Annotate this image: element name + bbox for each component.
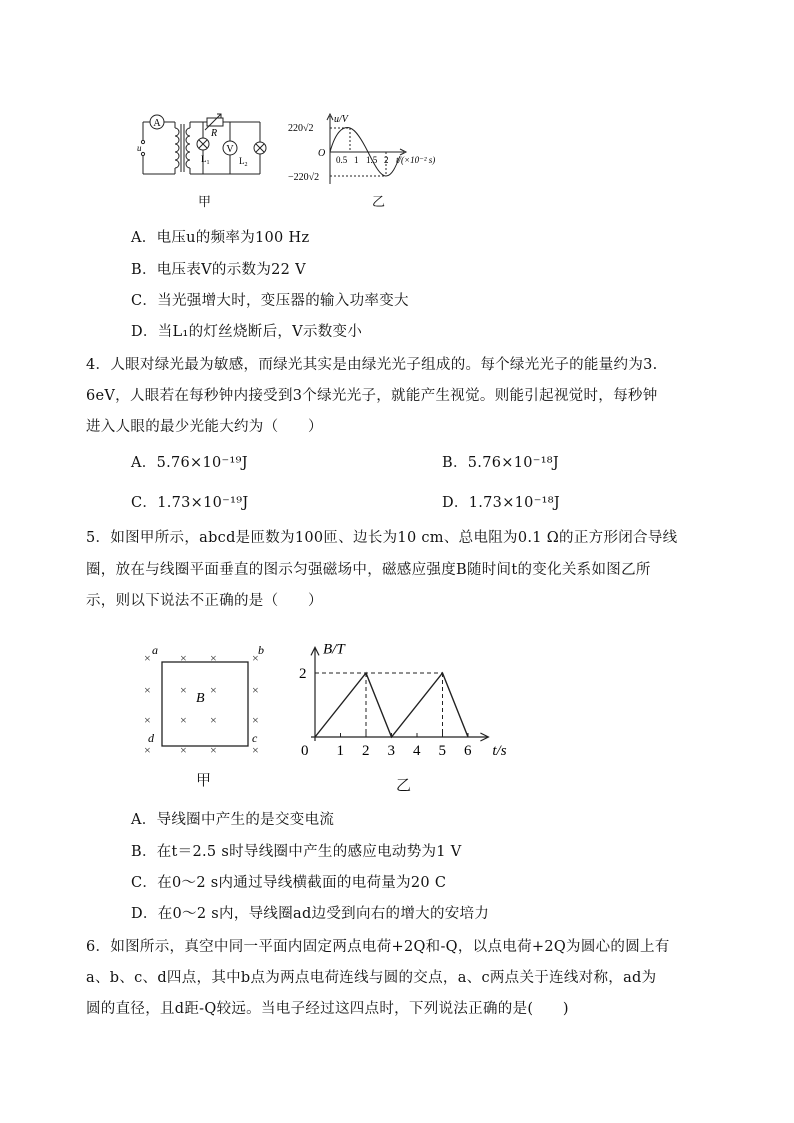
q3-option-a: A．电压u的频率为100 Hz [131,230,310,246]
q6-stem-line3: 圆的直径，且d距-Q较远。当电子经过这四点时，下列说法正确的是( ) [86,1001,569,1017]
svg-text:×: × [252,743,259,757]
svg-text:×: × [144,713,151,727]
corner-c-label: c [252,731,258,745]
q4-stem-line3: 进入人眼的最少光能大约为（ ） [86,419,323,435]
q3-circuit-figure [135,112,270,180]
q5-stem-line3: 示，则以下说法不正确的是（ ） [86,593,323,609]
graph-t-tick: 2 [384,155,389,165]
q5-stem-line1: 5．如图甲所示，abcd是匝数为100匝、边长为10 cm、总电阻为0.1 Ω的正方形闭合导线 [86,530,678,546]
x-tick-label: 5 [438,743,446,759]
q3-caption-left: 甲 [198,195,212,210]
q4-option-c: C．1.73×10⁻¹⁹J [131,495,249,511]
graph-origin: O [318,148,326,159]
q5-option-a: A．导线圈中产生的是交变电流 [131,812,335,828]
q5-caption-left: 甲 [196,771,212,789]
svg-text:×: × [180,713,187,727]
x-tick-label: 6 [464,743,472,759]
x-tick-label: 4 [413,743,421,759]
graph-y-bottom: −220√2 [288,172,320,183]
svg-text:×: × [252,713,259,727]
q5-stem-line2: 圈，放在与线圈平面垂直的图示匀强磁场中，磁感应强度B随时间t的变化关系如图乙所 [86,562,651,578]
q3-caption-right: 乙 [372,195,386,210]
svg-text:×: × [144,683,151,697]
x-axis-label: t/s [492,743,507,759]
graph-t-tick: 0.5 [336,155,348,165]
q5-option-d: D．在0～2 s内，导线圈ad边受到向右的增大的安培力 [131,906,490,922]
svg-text:×: × [252,683,259,697]
q5-bt-chart [285,617,545,767]
series-line [315,673,468,737]
svg-text:×: × [210,713,217,727]
svg-text:×: × [210,651,217,665]
svg-text:×: × [180,743,187,757]
y-axis-label: B/T [323,641,345,658]
q3-sine-graph [288,110,458,190]
q4-option-b: B．5.76×10⁻¹⁸J [442,455,560,471]
svg-text:×: × [210,683,217,697]
q6-stem-line2: a、b、c、d四点，其中b点为两点电荷连线与圆的交点，a、c两点关于连线对称，ad为 [86,970,657,986]
svg-text:×: × [144,651,151,665]
x-tick-label: 1 [336,743,344,759]
q4-option-d: D．1.73×10⁻¹⁸J [442,495,561,511]
q4-stem-line1: 4．人眼对绿光最为敏感，而绿光其实是由绿光光子组成的。每个绿光光子的能量约为3. [86,357,658,373]
graph-xlabel: t/(×10⁻² s) [396,155,436,165]
corner-a-label: a [152,643,158,657]
voltmeter-label: V [226,144,234,155]
svg-text:×: × [252,651,259,665]
graph-t-tick: 1 [354,155,359,165]
q5-caption-right: 乙 [396,776,412,794]
x-tick-label: 2 [362,743,370,759]
svg-text:×: × [210,743,217,757]
q4-option-a: A．5.76×10⁻¹⁹J [131,455,248,471]
graph-y-top: 220√2 [288,123,314,134]
x-tick-label: 0 [301,743,309,759]
graph-ylabel: u/V [334,114,348,125]
q3-option-d: D．当L₁的灯丝烧断后，V示数变小 [131,324,363,340]
q4-stem-line2: 6eV，人眼若在每秒钟内接受到3个绿光光子，就能产生视觉。则能引起视觉时，每秒钟 [86,388,658,404]
ammeter-label: A [153,118,161,129]
lamp2-label: $L_2$ [239,156,248,168]
x-tick-label: 3 [387,743,395,759]
graph-t-tick: 1.5 [366,155,378,165]
lamp1-label: $L_1$ [201,154,210,166]
svg-text:×: × [144,743,151,757]
q3-option-b: B．电压表V的示数为22 V [131,262,306,278]
corner-b-label: b [258,643,264,657]
y-tick-label: 2 [299,666,307,682]
svg-text:×: × [180,683,187,697]
q3-option-c: C．当光强增大时，变压器的输入功率变大 [131,293,409,309]
q6-stem-line1: 6．如图所示，真空中同一平面内固定两点电荷+2Q和-Q，以点电荷+2Q为圆心的圆上有 [86,939,670,955]
field-b-label: B [196,691,205,706]
source-label: u [137,143,142,153]
svg-text:×: × [180,651,187,665]
resistor-label: R [211,128,218,139]
q5-coil-figure [138,640,273,760]
q5-option-c: C．在0～2 s内通过导线横截面的电荷量为20 C [131,875,447,891]
q5-option-b: B．在t＝2.5 s时导线圈中产生的感应电动势为1 V [131,844,462,860]
corner-d-label: d [148,731,154,745]
